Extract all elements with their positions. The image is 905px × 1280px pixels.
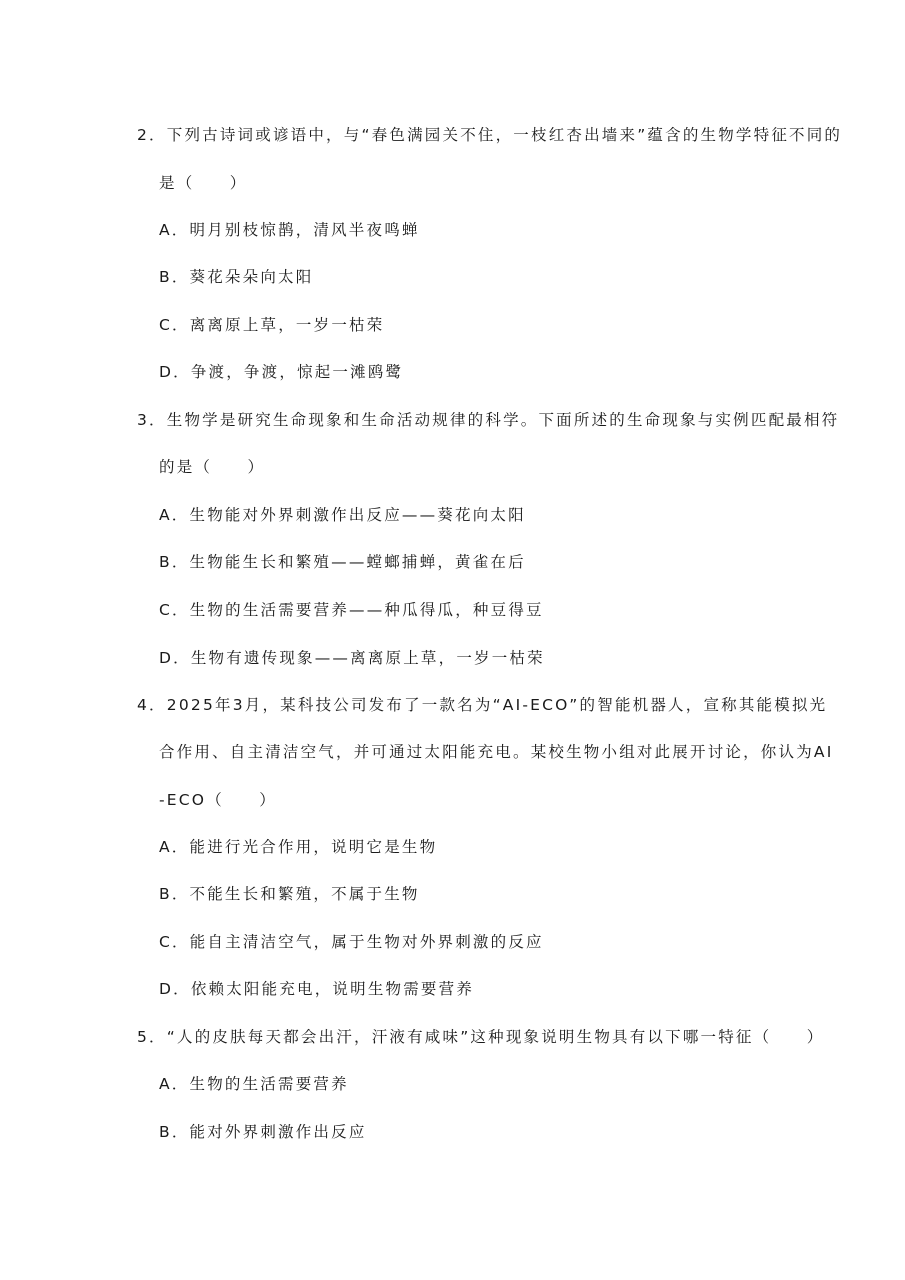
question-3-option-b: B．生物能生长和繁殖——螳螂捕蝉，黄雀在后 <box>159 553 526 571</box>
question-3-option-a: A．生物能对外界刺激作出反应——葵花向太阳 <box>159 506 526 524</box>
question-4-stem-line-2: 合作用、自主清洁空气，并可通过太阳能充电。某校生物小组对此展开讨论，你认为AI <box>159 743 834 761</box>
question-4-option-d: D．依赖太阳能充电，说明生物需要营养 <box>159 980 475 998</box>
question-2-option-a: A．明月别枝惊鹊，清风半夜鸣蝉 <box>159 221 420 239</box>
question-5-stem-line-1: 5．“人的皮肤每天都会出汗，汗液有咸味”这种现象说明生物具有以下哪一特征（ ） <box>137 1028 825 1046</box>
question-2-option-d: D．争渡，争渡，惊起一滩鸥鹭 <box>159 363 404 381</box>
question-4-stem-line-3: -ECO（ ） <box>159 791 278 809</box>
question-4-option-c: C．能自主清洁空气，属于生物对外界刺激的反应 <box>159 933 544 951</box>
question-2-stem-line-2: 是（ ） <box>159 174 248 192</box>
question-4-option-a: A．能进行光合作用，说明它是生物 <box>159 838 438 856</box>
question-3-option-d: D．生物有遗传现象——离离原上草，一岁一枯荣 <box>159 649 545 667</box>
question-3-stem-line-1: 3．生物学是研究生命现象和生命活动规律的科学。下面所述的生命现象与实例匹配最相符 <box>137 411 840 429</box>
question-4-option-b: B．不能生长和繁殖，不属于生物 <box>159 885 420 903</box>
question-3-option-c: C．生物的生活需要营养——种瓜得瓜，种豆得豆 <box>159 601 544 619</box>
question-2-option-c: C．离离原上草，一岁一枯荣 <box>159 316 385 334</box>
question-5-option-b: B．能对外界刺激作出反应 <box>159 1123 367 1141</box>
question-3-stem-line-2: 的是（ ） <box>159 458 266 476</box>
question-5-option-a: A．生物的生活需要营养 <box>159 1075 349 1093</box>
question-2-stem-line-1: 2．下列古诗词或谚语中，与“春色满园关不住，一枝红杏出墙来”蕴含的生物学特征不同的 <box>137 126 843 144</box>
question-2-option-b: B．葵花朵朵向太阳 <box>159 268 314 286</box>
question-4-stem-line-1: 4．2025年3月，某科技公司发布了一款名为“AI-ECO”的智能机器人，宣称其能模拟光 <box>137 696 828 714</box>
